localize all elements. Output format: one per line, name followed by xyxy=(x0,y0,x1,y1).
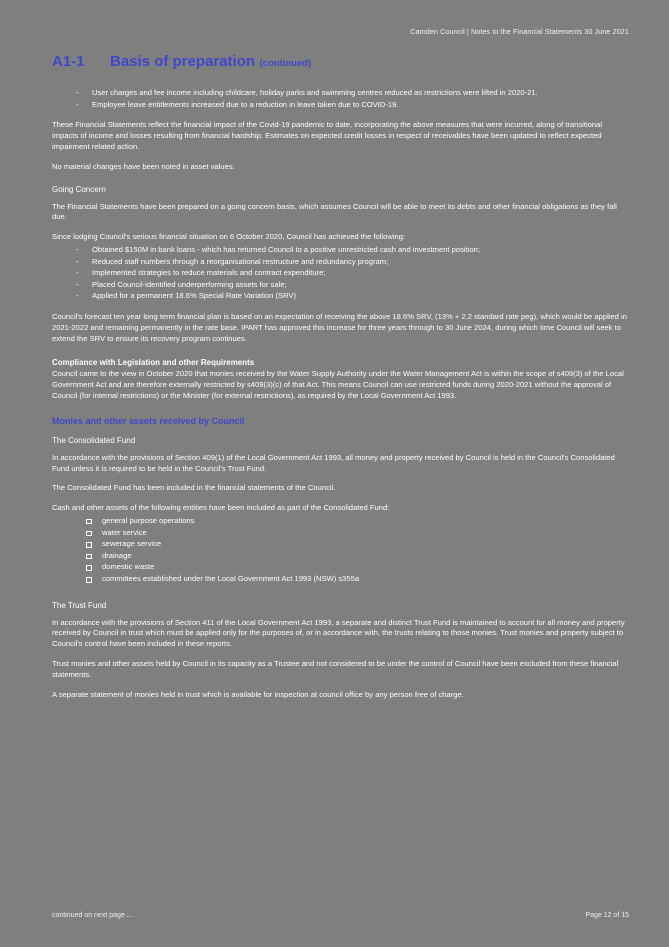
list-item xyxy=(52,528,629,539)
consolidated-fund-heading: The Consolidated Fund xyxy=(52,435,136,445)
list-item xyxy=(52,257,629,268)
dash-bullet-icon: - xyxy=(76,268,79,278)
square-bullet-icon xyxy=(86,531,92,537)
square-bullet-icon xyxy=(86,554,92,560)
list-item-label: Employee leave entitlements increased due to a reduction in leave taken due to COVID-19. xyxy=(92,99,399,109)
square-bullet-icon xyxy=(86,577,92,583)
going-concern-paragraph: The Financial Statements have been prepared on a going concern basis, which assumes Council will be able to meet its debts and other financial obligations as they fall due. xyxy=(52,201,617,222)
going-concern-closing-paragraph: Council's forecast ten year long term financial plan is based on an expectation of receiving the above 18.6% SRV, (13% + 2.2 standard rate peg), which would be applied in 2021-2022 and remaining permanently in the rate base. IPART has approved this increase for three years through to 30 June 2024, during which time Council will seek to extend the SRV to ensure its recovery program continues. xyxy=(52,312,627,343)
trust-fund-heading: The Trust Fund xyxy=(52,600,107,610)
list-item-label: Obtained $150M in bank loans - which has returned Council to a positive unrestricted cash and investment position; xyxy=(92,244,480,254)
list-item xyxy=(52,574,629,585)
list-item xyxy=(52,280,629,291)
dash-bullet-icon: - xyxy=(76,88,79,98)
going-concern-heading: Going Concern xyxy=(52,184,106,194)
footer-page-number: Page 12 of 15 xyxy=(585,912,629,919)
square-bullet-icon xyxy=(86,565,92,571)
covid-impact-bullet-list xyxy=(52,88,629,110)
covid-impact-paragraph: These Financial Statements reflect the financial impact of the Covid-19 pandemic to date, incorporating the above measures that were incurred, along of transitional impacts of income and losses resulting from financial hardship. Estimates on expected credit losses in respect of receivables have been updated to reflect expected impairment related action. xyxy=(52,120,603,152)
list-item-label: committees established under the Local Government Act 1993 (NSW) s355a xyxy=(102,574,360,584)
list-item xyxy=(52,291,629,302)
list-item-label: water service xyxy=(102,527,147,537)
consolidated-fund-paragraph-2: The Consolidated Fund has been included in the financial statements of the Council. xyxy=(52,483,336,493)
dash-bullet-icon: - xyxy=(76,244,79,254)
list-item-label: Placed Council-identified underperforming assets for sale; xyxy=(92,279,287,289)
list-item-label: general purpose operations xyxy=(102,515,195,525)
asset-values-note: No material changes have been noted in asset values. xyxy=(52,161,235,171)
trust-fund-paragraph-2: Trust monies and other assets held by Council in its capacity as a Trustee and not considered to be under the control of Council have been excluded from these financial statements. xyxy=(52,658,619,679)
dash-bullet-icon: - xyxy=(76,99,79,109)
list-item-label: drainage xyxy=(102,550,132,560)
running-header: Camden Council | Notes to the Financial Statements 30 June 2021 xyxy=(410,27,629,36)
page-title-continued: (continued) xyxy=(259,57,312,69)
square-bullet-icon xyxy=(86,542,92,548)
footer-continued-note: continued on next page ... xyxy=(52,912,133,919)
monies-received-heading: Monies and other assets received by Council xyxy=(52,415,245,426)
list-item xyxy=(52,539,629,550)
list-item-label: Implemented strategies to reduce materials and contract expenditure; xyxy=(92,268,326,278)
list-item xyxy=(52,268,629,279)
list-item-label: domestic waste xyxy=(102,562,155,572)
dash-bullet-icon: - xyxy=(76,256,79,266)
compliance-heading: Compliance with Legislation and other Requirements xyxy=(52,358,255,368)
dash-bullet-icon: - xyxy=(76,279,79,289)
going-concern-achievements-list xyxy=(52,245,629,302)
list-item xyxy=(52,516,629,527)
trust-fund-paragraph-1: In accordance with the provisions of Section 411 of the Local Government Act 1993, a separate and distinct Trust Fund is maintained to account for all money and property received by Council in trust which must be applied only for the purposes of, or in accordance with, the trusts relating to those monies. Trust monies and property subject to Council's control have been included in these reports. xyxy=(52,617,625,649)
page-title-number: A1-1 xyxy=(52,52,85,70)
consolidated-fund-entities-list xyxy=(52,516,629,585)
list-item xyxy=(52,100,629,111)
list-item xyxy=(52,551,629,562)
list-item-label: Applied for a permanent 18.6% Special Rate Variation (SRV) xyxy=(92,291,297,301)
consolidated-fund-paragraph-1: In accordance with the provisions of Section 409(1) of the Local Government Act 1993, all money and property received by Council is held in the Council's Consolidated Fund unless it is required to be held in the Council's Trust Fund. xyxy=(52,452,615,473)
square-bullet-icon xyxy=(86,519,92,525)
list-item xyxy=(52,88,629,99)
document-footer xyxy=(52,912,629,919)
trust-fund-paragraph-3: A separate statement of monies held in trust which is available for inspection at council office by any person free of charge. xyxy=(52,689,464,699)
list-item xyxy=(52,562,629,573)
compliance-paragraph: Council came to the view in October 2020 that monies received by the Water Supply Authority under the Water Management Act is within the scope of s409(3) of the Local Government Act and are therefore externally restricted by s409(3)(c) of that Act. This means Council can use restricted funds during 2020-2021 without the approval of Council (for internal restrictions) or the Minister (for external restrictions), as required by the Local Government Act 1993. xyxy=(52,369,624,400)
list-item xyxy=(52,245,629,256)
consolidated-fund-entities-lead-in: Cash and other assets of the following entities have been included as part of the Consolidated Fund: xyxy=(52,503,390,513)
list-item-label: sewerage service xyxy=(102,539,162,549)
page-title xyxy=(52,53,629,71)
list-item-label: Reduced staff numbers through a reorganisational restructure and redundancy program; xyxy=(92,256,389,266)
page-title-text: Basis of preparation xyxy=(110,52,256,70)
dash-bullet-icon: - xyxy=(76,291,79,301)
going-concern-lead-in: Since lodging Council's serious financial situation on 6 October 2020, Council has achieved the following: xyxy=(52,232,406,242)
list-item-label: User charges and fee income including childcare, holiday parks and swimming centres reduced as restrictions were lifted in 2020-21. xyxy=(92,88,538,98)
